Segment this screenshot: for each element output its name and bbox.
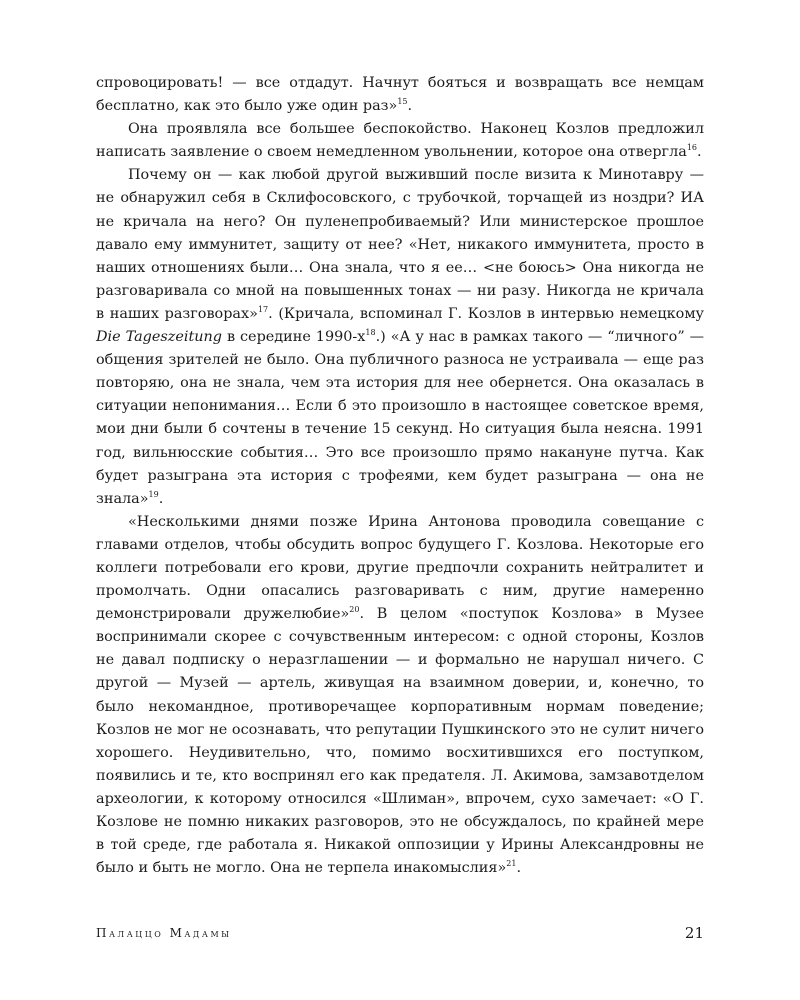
footnote-marker[interactable]: 19: [148, 489, 159, 499]
page-footer: [96, 926, 704, 950]
text-run: .) «А у нас в рамках такого — “личного” — общения зрителей не было. Она публичного разноса не устраивала — еще раз повторяю, она не знала, чем эта история для нее обернется. Она оказалась в ситуации непонимания… Если б это произошло в настоящее советское время, мои дни были б сочтены в течение 15 секунд. Но ситуация была неясна. 1991 год, вильнюсские события… Это все произошло прямо накануне путча. Как будет разыграна эта история с трофеями, кем будет разыграна — она не знала»: [96, 329, 705, 507]
footnote-marker[interactable]: 17: [257, 305, 269, 315]
text-run: Почему он — как любой другой выживший после визита к Минотавру — не обнаружил себя в Склифосовского, с трубочкой, торчащей из ноздри? ИА не кричала на него? Он пуленепробиваемый? Или министерское прошлое давало ему иммунитет, защиту от нее? «Нет, никакого иммунитета, просто в наших отношениях были… Она знала, что я ее… <не боюсь> Она никогда не разговаривала со мной на повышенных тонах — ни разу. Никогда не кричала в наших разговорах»: [96, 167, 704, 322]
italic-title: Die Tageszeitung: [96, 329, 223, 346]
running-head: Палаццо Мадамы: [96, 926, 232, 940]
text-run: .: [158, 490, 164, 507]
text-run: спровоцировать! — все отдадут. Начнут бояться и возвращать все немцам бесплатно, как это было уже один раз»: [96, 75, 704, 115]
text-run: . В целом «поступок Козлова» в Музее воспринимали скорее с сочувственным интересом: с одной стороны, Козлов не давал подписку о неразглашении — и формально не нарушал ничего. С другой — Музей — артель, живущая на взаимном доверии, и, конечно, то было некомандное, противоречащее корпоративным нормам поведение; Козлов не мог не осознавать, что репутации Пушкинского это не сулит ничего хорошего. Неудивительно, что, помимо восхитившихся его поступком, появились и те, кто воспринял его как предателя. Л. Акимова, замзавотделом археологии, к которому относился «Шлиман», впрочем, сухо замечает: «О Г. Козлове не помню никаких разговоров, это не обсуждалось, по крайней мере в той среде, где работала я. Никакой оппозиции у Ирины Александровны не было и быть не могло. Она не терпела инакомыслия»: [96, 606, 704, 877]
text-run: .: [516, 860, 522, 877]
text-run: .: [407, 98, 413, 115]
page-number: 21: [684, 924, 704, 942]
footnote-marker[interactable]: 20: [349, 605, 360, 615]
footnote-marker[interactable]: 15: [397, 97, 408, 107]
page-body: [96, 72, 704, 880]
paragraph: [96, 72, 704, 118]
text-run: . (Кричала, вспоминал Г. Козлов в интервью немецкому: [268, 305, 704, 322]
text-run: в середине 1990-х: [222, 329, 366, 346]
text-run: «Несколькими днями позже Ирина Антонова проводила совещание с главами отделов, чтобы обсудить вопрос будущего Г. Козлова. Некоторые его коллеги потребовали его крови, другие предпочли сохранить нейтралитет и промолчать. Одни опасались разговаривать с ним, другие намеренно демонстрировали дружелюбие»: [96, 513, 704, 623]
text-run: Она проявляла все большее беспокойство. Наконец Козлов предложил написать заявление о своем немедленном увольнении, которое она отвергла: [96, 121, 704, 161]
footnote-marker[interactable]: 18: [365, 328, 376, 338]
paragraph: [96, 118, 704, 164]
paragraph: [96, 511, 704, 881]
paragraph: [96, 164, 704, 510]
footnote-marker[interactable]: 16: [686, 143, 698, 153]
footnote-marker[interactable]: 21: [506, 859, 517, 869]
text-run: .: [697, 144, 702, 161]
